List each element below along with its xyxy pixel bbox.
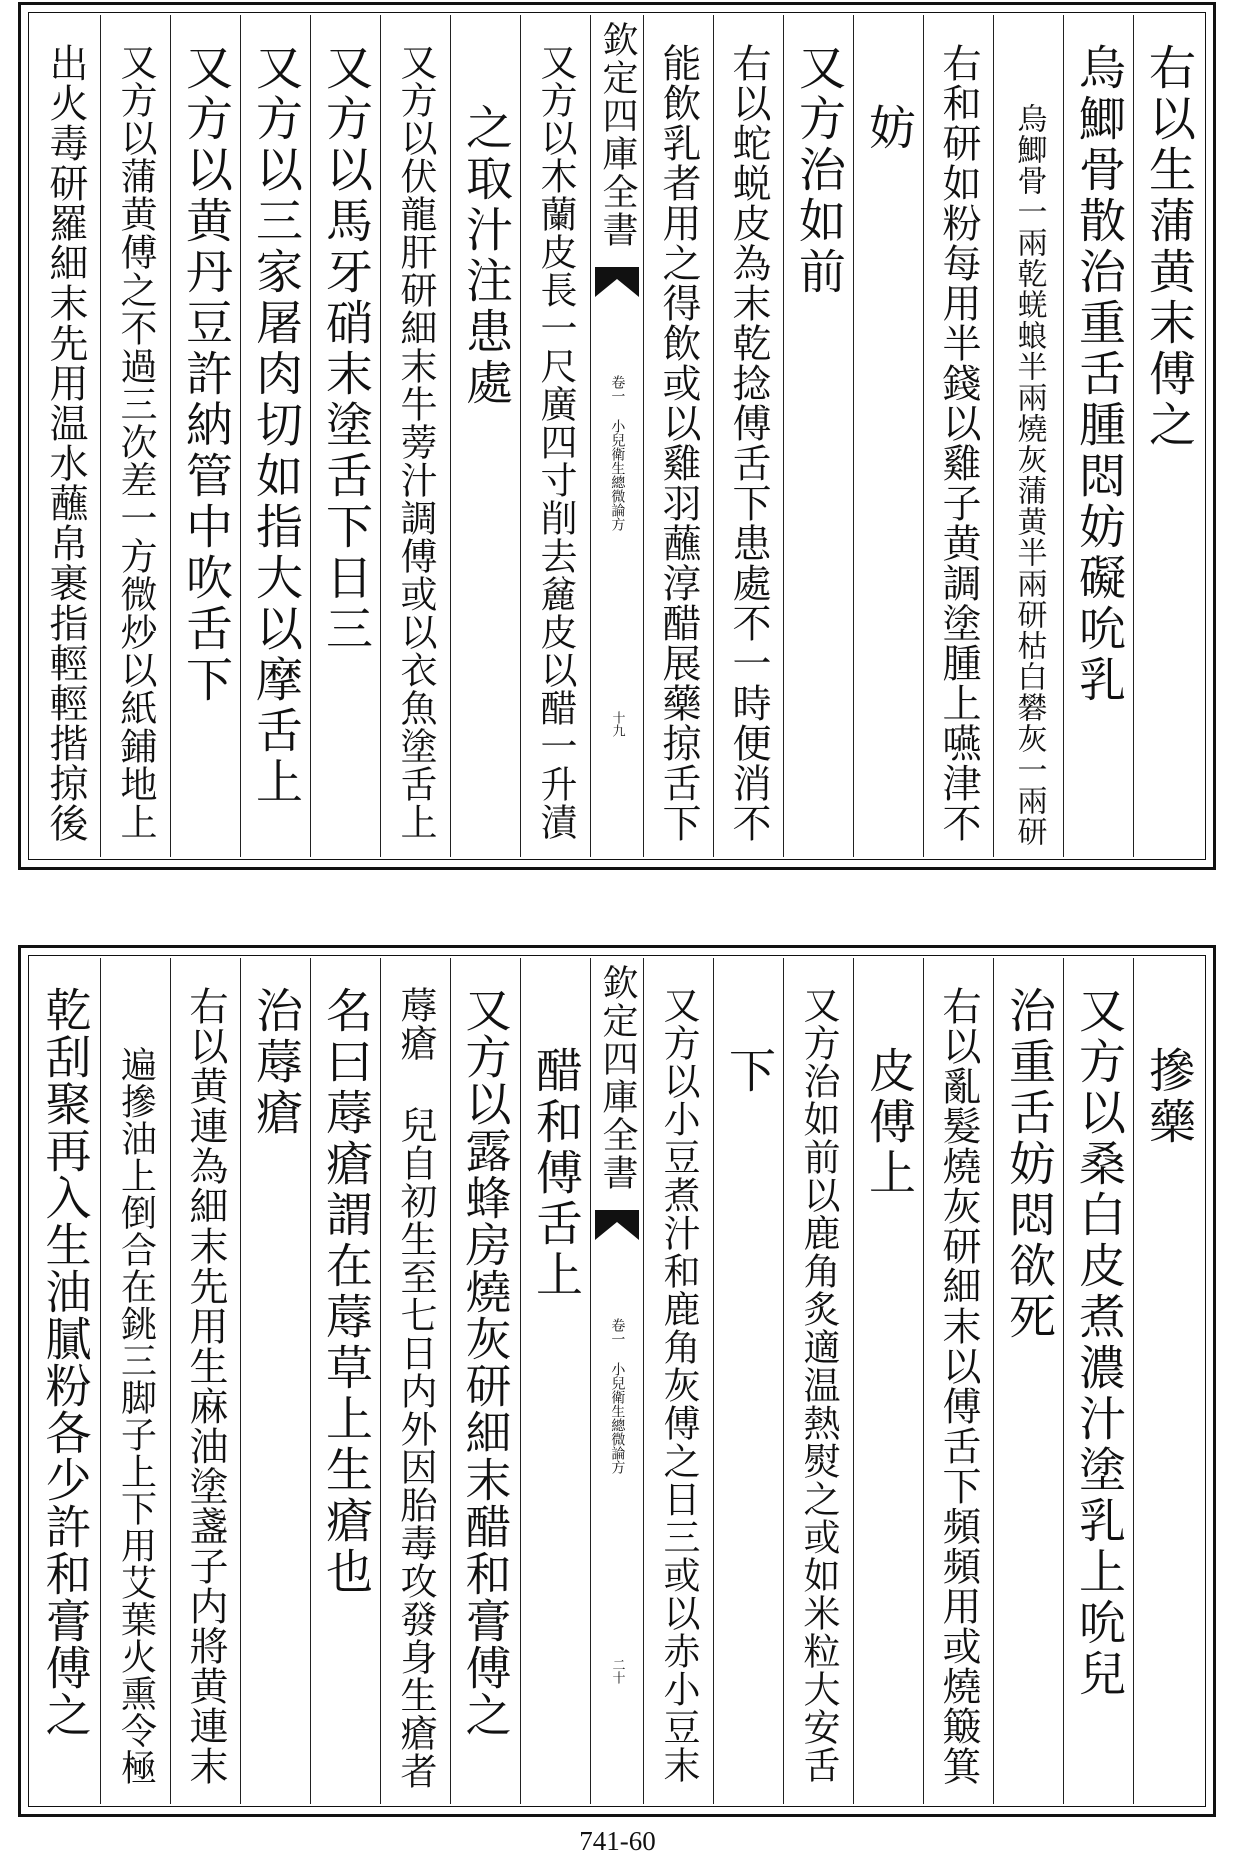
sub-title bbox=[610, 375, 625, 531]
column-text: 之取汁注患處 bbox=[458, 103, 513, 409]
text-column bbox=[783, 15, 853, 857]
text-column bbox=[310, 15, 380, 857]
column-text: 妨 bbox=[861, 103, 916, 154]
text-column bbox=[170, 958, 240, 1804]
text-column bbox=[380, 15, 450, 857]
column-text: 又方以伏龍肝研細末牛蒡汁調傅或以衣魚塗舌上 bbox=[394, 43, 437, 841]
text-column bbox=[100, 958, 170, 1804]
column-text: 又方以小豆煮汁和鹿角灰傅之日三或以赤小豆末 bbox=[657, 986, 700, 1784]
bottom-page-columns bbox=[31, 958, 1203, 1804]
column-text: 又方以馬牙硝末塗舌下日三 bbox=[318, 43, 373, 655]
text-column bbox=[31, 958, 100, 1804]
column-text: 又方以三家屠肉切如指大以摩舌上 bbox=[248, 43, 303, 808]
column-text: 治重舌妨悶欲死 bbox=[1001, 986, 1056, 1343]
top-page-columns bbox=[31, 15, 1203, 857]
text-column bbox=[783, 958, 853, 1804]
column-text: 遍摻油上倒合在銚三脚子上下用艾葉火熏令極 bbox=[115, 1046, 157, 1786]
text-column bbox=[1063, 15, 1133, 857]
column-text: 又方以黄丹豆許納管中吹舌下 bbox=[178, 43, 233, 706]
text-column bbox=[993, 15, 1063, 857]
top-page-frame bbox=[18, 2, 1216, 870]
text-column bbox=[923, 15, 993, 857]
column-text: 蓐瘡 兒自初生至七日内外因胎毒攻發身生瘡者 bbox=[394, 986, 437, 1790]
column-text: 又方以木蘭皮長一尺廣四寸削去麄皮以醋一升漬 bbox=[534, 43, 577, 841]
column-text: 乾刮聚再入生油膩粉各少許和膏傅之 bbox=[38, 986, 93, 1738]
text-column bbox=[240, 958, 310, 1804]
column-text: 右以蛇蜕皮為末乾捻傅舌下患處不一時便消不 bbox=[726, 43, 771, 843]
text-column bbox=[170, 15, 240, 857]
column-text: 右和研如粉每用半錢以雞子黄調塗腫上嚥津不 bbox=[936, 43, 981, 843]
column-text: 又方治如前以鹿角炙適温熱熨之或如米粒大安舌 bbox=[797, 986, 840, 1784]
column-text: 又方以蒲黄傅之不過三次差一方微炒以紙鋪地上 bbox=[114, 43, 157, 841]
column-text: 右以亂髮燒灰研細末以傅舌下頻頻用或燒簸箕 bbox=[936, 986, 981, 1786]
fishtail-mark bbox=[595, 267, 639, 297]
text-column bbox=[853, 15, 923, 857]
column-text: 下 bbox=[721, 1046, 776, 1097]
book-title: 欽定四庫全書 bbox=[597, 964, 638, 1192]
sub-title-text: 小兒衛生總微論方 bbox=[609, 419, 626, 531]
bottom-page-frame bbox=[18, 945, 1216, 1817]
volume-label: 卷一 bbox=[609, 375, 626, 403]
text-column bbox=[993, 958, 1063, 1804]
column-text: 名曰蓐瘡謂在蓐草上生瘡也 bbox=[318, 986, 373, 1598]
column-text: 治蓐瘡 bbox=[248, 986, 303, 1139]
text-column bbox=[1063, 958, 1133, 1804]
column-text: 能飲乳者用之得飲或以雞羽蘸淳醋展藥掠舌下 bbox=[656, 43, 701, 843]
text-column bbox=[310, 958, 380, 1804]
volume-label: 卷一 bbox=[609, 1318, 626, 1346]
text-column bbox=[100, 15, 170, 857]
text-column bbox=[450, 15, 520, 857]
column-text: 摻藥 bbox=[1141, 1046, 1196, 1148]
text-column bbox=[713, 958, 783, 1804]
column-text: 皮傅上 bbox=[861, 1046, 916, 1199]
text-column bbox=[1133, 958, 1203, 1804]
fishtail-mark bbox=[595, 1210, 639, 1240]
text-column bbox=[643, 15, 713, 857]
folio-number: 十九 bbox=[609, 711, 625, 737]
text-column bbox=[240, 15, 310, 857]
column-text: 烏鯽骨散治重舌腫悶妨礙吮乳 bbox=[1071, 43, 1126, 706]
text-column bbox=[380, 958, 450, 1804]
sub-title bbox=[610, 1318, 625, 1474]
text-column bbox=[1133, 15, 1203, 857]
text-column bbox=[520, 15, 590, 857]
column-text: 又方治如前 bbox=[791, 43, 846, 298]
center-fold-column bbox=[590, 958, 643, 1804]
column-text: 右以黄連為細末先用生麻油塗盞子内將黄連末 bbox=[183, 986, 228, 1786]
column-text: 右以生蒲黄末傅之 bbox=[1141, 43, 1196, 451]
column-text: 出火毒研羅細末先用温水蘸帛裹指輕輕揩掠後 bbox=[43, 43, 88, 843]
text-column bbox=[643, 958, 713, 1804]
text-column bbox=[450, 958, 520, 1804]
center-fold-column bbox=[590, 15, 643, 857]
column-text: 又方以露蜂房燒灰研細末醋和膏傅之 bbox=[458, 986, 513, 1738]
column-text: 又方以桑白皮煮濃汁塗乳上吮兒 bbox=[1071, 986, 1126, 1700]
text-column bbox=[713, 15, 783, 857]
folio-number: 二十 bbox=[609, 1658, 625, 1684]
text-column bbox=[31, 15, 100, 857]
text-column bbox=[923, 958, 993, 1804]
book-title: 欽定四庫全書 bbox=[597, 21, 638, 249]
column-text: 醋和傅舌上 bbox=[528, 1046, 583, 1301]
sub-title-text: 小兒衛生總微論方 bbox=[609, 1362, 626, 1474]
page-number-footer: 741-60 bbox=[579, 1826, 656, 1856]
column-text: 烏鯽骨一兩乾蜣蜋半兩燒灰蒲黄半兩研枯白礬灰一兩研 bbox=[1011, 103, 1047, 847]
text-column bbox=[520, 958, 590, 1804]
text-column bbox=[853, 958, 923, 1804]
